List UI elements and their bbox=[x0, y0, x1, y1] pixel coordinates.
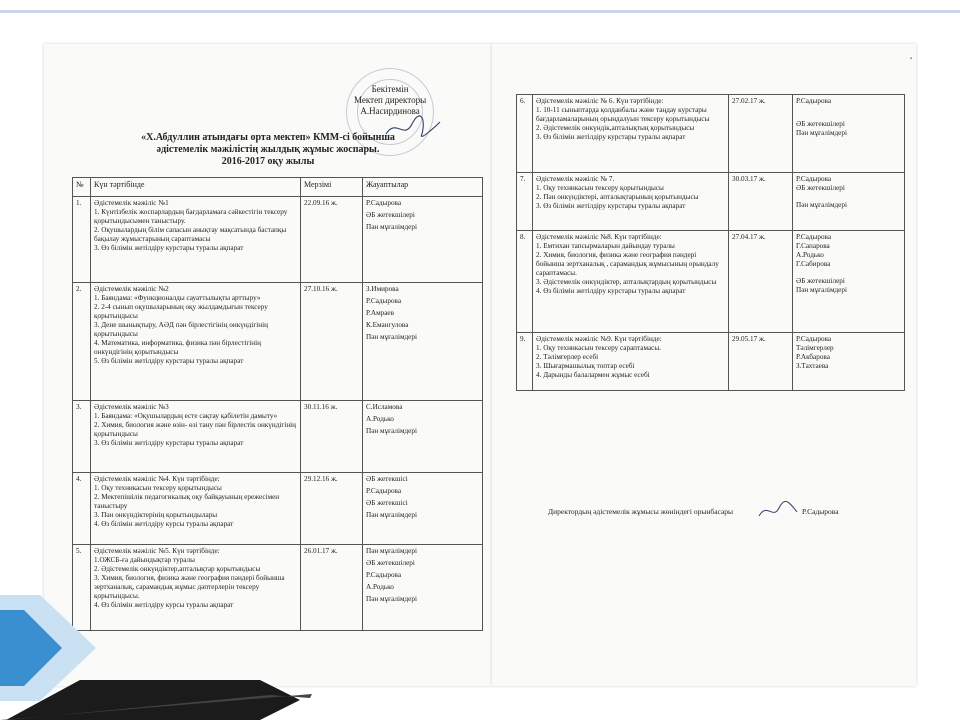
table-row bbox=[73, 197, 483, 283]
agenda-line: Әдістемелік мәжіліс №2 bbox=[94, 285, 169, 293]
agenda-line: Әдістемелік мәжіліс №4. Күн тәртібінде: bbox=[94, 475, 220, 483]
top-divider bbox=[0, 10, 960, 13]
agenda-line: 1. Күнтізбелік жоспарлардың бағдарламаға сәйкестігін тексеру қорытындысымен таныстыру. bbox=[94, 208, 288, 225]
agenda-line: 3. Әдістемелік онкүндіктер, апталықтардың қорытындысы bbox=[536, 278, 717, 286]
header-responsible: Жауаптылар bbox=[363, 178, 483, 197]
row-date: 30.11.16 ж. bbox=[301, 401, 363, 473]
agenda-line: 3. Өз білімін жетілдіру курстары туралы ақпарат bbox=[94, 439, 244, 447]
responsible-name: Р.Амраев bbox=[366, 309, 395, 317]
responsible-name: Г.Сапарова bbox=[796, 242, 830, 250]
responsible-name: А.Родько bbox=[366, 583, 394, 591]
agenda-line: 3. Химия, биология, физика және география пәндері бойынша зертханалық, сарамандық жұмыс дәптерлерін тексеру қорытындысы. bbox=[94, 574, 285, 600]
row-agenda bbox=[91, 197, 301, 283]
agenda-line: 1. Оқу техникасын тексеру қорытындысы bbox=[536, 184, 664, 192]
agenda-line: 2. 2-4 сынып оқушыларының оқу жылдамдығын тексеру қорытындысы bbox=[94, 303, 268, 320]
row-agenda bbox=[91, 283, 301, 401]
agenda-line: Әдістемелік мәжіліс №1 bbox=[94, 199, 169, 207]
row-num: 5. bbox=[73, 545, 91, 631]
agenda-line: 4. Математика, информатика, физика пән бірлестігінің онкүндігінің қорытындысы bbox=[94, 339, 261, 356]
responsible-name: Р.Садырова bbox=[796, 233, 832, 241]
row-responsible bbox=[793, 231, 905, 333]
responsible-name: ӘБ жетекшілері bbox=[796, 277, 845, 285]
agenda-line: 4. Өз білімін жетілдіру курсы туралы ақпарат bbox=[94, 520, 234, 528]
agenda-line: 2. Әдістемелік онкүндік,апталықтың қорытындысы bbox=[536, 124, 695, 132]
responsible-name: Пән мұғалімдері bbox=[366, 547, 417, 555]
responsible-name: Г.Сабирова bbox=[796, 260, 831, 268]
agenda-line: Әдістемелік мәжіліс № 7. bbox=[536, 175, 615, 183]
row-date: 29.05.17 ж. bbox=[729, 333, 793, 391]
row-agenda bbox=[533, 333, 729, 391]
scan-mark: ▪ bbox=[910, 56, 913, 62]
responsible-name: А.Родько bbox=[366, 415, 394, 423]
row-agenda bbox=[91, 401, 301, 473]
row-date: 22.09.16 ж. bbox=[301, 197, 363, 283]
responsible-name: Р.Акбарова bbox=[796, 353, 830, 361]
responsible-name: Р.Садырова bbox=[366, 199, 402, 207]
table-row bbox=[517, 231, 905, 333]
deputy-signature bbox=[757, 500, 799, 522]
agenda-line: 3. Өз білімін жетілдіру курстары туралы ақпарат bbox=[536, 202, 686, 210]
responsible-name: ӘБ жетекшілері bbox=[366, 211, 415, 219]
plan-table-left bbox=[72, 177, 483, 631]
title-line-3: 2016-2017 оқу жылы bbox=[221, 156, 315, 167]
row-num: 6. bbox=[517, 95, 533, 173]
responsible-name: А.Родько bbox=[796, 251, 824, 259]
row-responsible bbox=[363, 283, 483, 401]
agenda-line: 4. Дарынды балалармен жұмыс есебі bbox=[536, 371, 650, 379]
agenda-line: 2. Әдістемелік онкүндіктер,апталықтар қорытындысы bbox=[94, 565, 261, 573]
agenda-line: 1. Оқу техникасын тексеру қорытындысы bbox=[94, 484, 222, 492]
agenda-line: Әдістемелік мәжіліс №5. Күн тәртібінде: bbox=[94, 547, 220, 555]
row-num: 3. bbox=[73, 401, 91, 473]
responsible-name: Пән мұғалімдері bbox=[366, 333, 417, 341]
responsible-name: ӘБ жетекшілері bbox=[796, 120, 845, 128]
agenda-line: 2. Оқушылардың білім сапасын анықтау мақсатында бастапқы бақылау жұмыстарының сараптамасы bbox=[94, 226, 287, 243]
row-date: 30.03.17 ж. bbox=[729, 173, 793, 231]
responsible-name: З.Тахтаева bbox=[796, 362, 829, 370]
row-agenda bbox=[533, 95, 729, 173]
responsible-name: ӘБ жетекшісі bbox=[366, 499, 408, 507]
agenda-line: 1. Баяндама: «Оқушылардың есте сақтау қабілетін дамыту» bbox=[94, 412, 278, 420]
agenda-line: 2. Химия, биология, физика және география пәндері бойынша зертханалық , сарамандық жұмысының орындалу сараптамасы. bbox=[536, 251, 719, 277]
responsible-name: Пән мұғалімдері bbox=[796, 286, 847, 294]
row-responsible bbox=[363, 473, 483, 545]
agenda-line: 4. Өз білімін жетілдіру курстары туралы ақпарат bbox=[536, 287, 686, 295]
row-agenda bbox=[533, 173, 729, 231]
table-row bbox=[73, 473, 483, 545]
responsible-name: Пән мұғалімдері bbox=[366, 223, 417, 231]
approval-block bbox=[354, 84, 426, 117]
agenda-line: 2. Химия, биология және өзін- өзі тану пән бірлестік онкүндігінің қорытындысы bbox=[94, 421, 297, 438]
agenda-line: Әдістемелік мәжіліс №8. Күн тәртібінде: bbox=[536, 233, 662, 241]
responsible-name: З.Имирова bbox=[366, 285, 399, 293]
row-date: 26.01.17 ж. bbox=[301, 545, 363, 631]
responsible-name: К.Емангулова bbox=[366, 321, 409, 329]
agenda-line: 5. Өз білімін жетілдіру курстары туралы ақпарат bbox=[94, 357, 244, 365]
row-date: 29.12.16 ж. bbox=[301, 473, 363, 545]
responsible-name: Р.Садырова bbox=[796, 175, 832, 183]
row-agenda bbox=[91, 473, 301, 545]
responsible-name: Р.Садырова bbox=[366, 571, 402, 579]
responsible-name: Пән мұғалімдері bbox=[796, 201, 847, 209]
responsible-name: Р.Садырова bbox=[796, 335, 832, 343]
responsible-name: Пән мұғалімдері bbox=[796, 129, 847, 137]
row-num: 8. bbox=[517, 231, 533, 333]
agenda-line: 3. Шығармашылық топтар есебі bbox=[536, 362, 635, 370]
row-num: 1. bbox=[73, 197, 91, 283]
row-date: 27.10.16 ж. bbox=[301, 283, 363, 401]
row-responsible bbox=[793, 95, 905, 173]
footer-name: Р.Садырова bbox=[802, 507, 839, 516]
footer-position-label: Директордың әдістемелік жұмысы жөніндегі орынбасары bbox=[548, 507, 734, 516]
table-row bbox=[517, 333, 905, 391]
row-num: 9. bbox=[517, 333, 533, 391]
approval-line-3: А.Насирдинова bbox=[360, 106, 420, 116]
approval-line-2: Мектеп директоры bbox=[354, 95, 427, 105]
responsible-name: Пән мұғалімдері bbox=[366, 595, 417, 603]
table-row bbox=[517, 95, 905, 173]
agenda-line: 3. Пән онкүндіктерінің қорытындылары bbox=[94, 511, 218, 519]
row-responsible bbox=[793, 173, 905, 231]
table-header-row bbox=[73, 178, 483, 197]
responsible-name: ӘБ жетекшісі bbox=[366, 475, 408, 483]
agenda-line: 1.ОЖСБ-ға дайындықтар туралы bbox=[94, 556, 195, 564]
responsible-name: Тәлімгерлер bbox=[796, 344, 834, 352]
responsible-name: ӘБ жетекшілері bbox=[796, 184, 845, 192]
agenda-line: 2. Мектепішілік педагогикалық оқу байқауының ережесімен таныстыру bbox=[94, 493, 280, 510]
responsible-name: Пән мұғалімдері bbox=[366, 511, 417, 519]
agenda-line: Әдістемелік мәжіліс №9. Күн тәртібінде: bbox=[536, 335, 662, 343]
header-num: № bbox=[73, 178, 91, 197]
header-deadline: Мерзімі bbox=[301, 178, 363, 197]
row-date: 27.04.17 ж. bbox=[729, 231, 793, 333]
responsible-name: Р.Садырова bbox=[796, 97, 832, 105]
document-title bbox=[88, 132, 448, 168]
row-num: 4. bbox=[73, 473, 91, 545]
responsible-name: Пән мұғалімдері bbox=[366, 427, 417, 435]
agenda-line: 1. Баяндама: «Функционалды сауаттылықты арттыру» bbox=[94, 294, 261, 302]
title-line-2: әдістемелік мәжілістің жылдық жұмыс жоспары. bbox=[156, 144, 380, 155]
row-num: 7. bbox=[517, 173, 533, 231]
agenda-line: 1. 10-11 сыныптарда қолданбалы және таңдау курстары бағдарламаларының орындалуын тексеру қорытындысы bbox=[536, 106, 710, 123]
row-responsible bbox=[363, 401, 483, 473]
agenda-line: Әдістемелік мәжіліс № 6. Күн тәртібінде: bbox=[536, 97, 664, 105]
row-responsible bbox=[363, 197, 483, 283]
agenda-line: 3. Дене шынықтыру, АӘД пән бірлестігінің онкүндігінің қорытындысы bbox=[94, 321, 268, 338]
table-row bbox=[73, 401, 483, 473]
approval-line-1: Бекітемін bbox=[371, 84, 409, 94]
row-num: 2. bbox=[73, 283, 91, 401]
header-agenda: Күн тәртібінде bbox=[91, 178, 301, 197]
plan-table-right bbox=[516, 94, 905, 391]
decorative-arrows bbox=[0, 570, 960, 720]
agenda-line: 1. Емтихан тапсырмаларын дайындау туралы bbox=[536, 242, 675, 250]
agenda-line: 4. Өз білімін жетілдіру курсы туралы ақпарат bbox=[94, 601, 234, 609]
agenda-line: Әдістемелік мәжіліс №3 bbox=[94, 403, 169, 411]
responsible-name: С.Исламова bbox=[366, 403, 403, 411]
agenda-line: 3. Өз білімін жетілдіру курстары туралы ақпарат bbox=[94, 244, 244, 252]
agenda-line: 3. Өз білімін жетілдіру курстары туралы ақпарат bbox=[536, 133, 686, 141]
row-agenda bbox=[533, 231, 729, 333]
row-date: 27.02.17 ж. bbox=[729, 95, 793, 173]
agenda-line: 2. Пән онкүндіктері, апталықтарының қорытындысы bbox=[536, 193, 699, 201]
responsible-name: Р.Садырова bbox=[366, 487, 402, 495]
responsible-name: ӘБ жетекшілері bbox=[366, 559, 415, 567]
table-row bbox=[517, 173, 905, 231]
title-line-1: «Х.Абдуллин атындағы орта мектеп» КММ-сі бойынша bbox=[141, 132, 395, 143]
agenda-line: 2. Тәлімгерлер есебі bbox=[536, 353, 599, 361]
table-row bbox=[73, 283, 483, 401]
agenda-line: 1. Оқу техникасын тексеру сараптамасы. bbox=[536, 344, 661, 352]
row-responsible bbox=[793, 333, 905, 391]
responsible-name: Р.Садырова bbox=[366, 297, 402, 305]
